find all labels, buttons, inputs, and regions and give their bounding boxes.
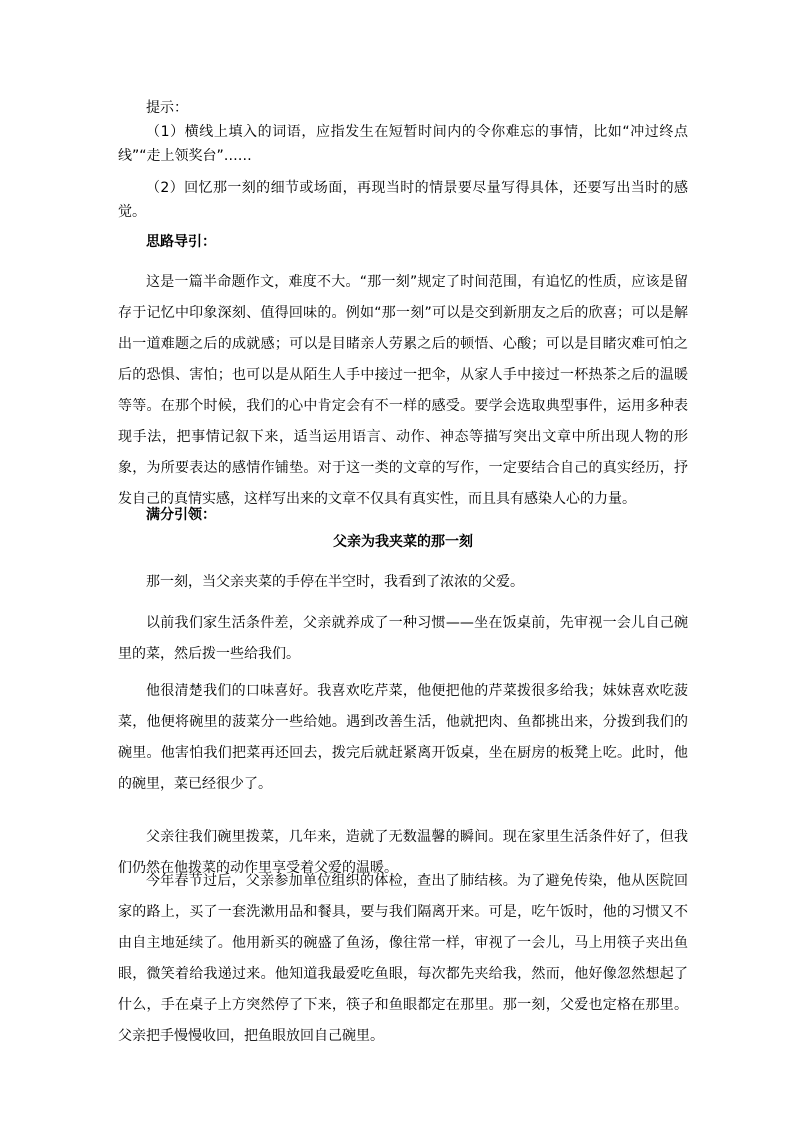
essay-title: 父亲为我夹菜的那一刻 [333,534,473,550]
essay-paragraph: 那一刻，当父亲夹菜的手停在半空时，我看到了浓浓的父爱。 [146,574,524,590]
essay-paragraph: 他很清楚我们的口味喜好。我喜欢吃芹菜，他便把他的芹菜拨很多给我；妹妹喜欢吃菠菜，他便将碗里的菠菜分一些给她。遇到改善生活，他就把肉、鱼都挑出来，分拨到我们的碗里。他害怕我们把菜再还回去，拨完后就赶紧离开饭桌，坐在厨房的板凳上吃。此时，他的碗里，菜已经很少了。 [118,683,688,792]
essay-paragraph: 父亲往我们碗里拨菜，几年来，造就了无数温馨的瞬间。现在家里生活条件好了，但我们仍然在他拨菜的动作里享受着父爱的温暖。 [118,829,688,876]
essay-paragraph: 今年春节过后，父亲参加单位组织的体检，查出了肺结核。为了避免传染，他从医院回家的路上，买了一套洗漱用品和餐具，要与我们隔离开来。可是，吃午饭时，他的习惯又不由自主地延续了。他用新买的碗盛了鱼汤，像往常一样，审视了一会儿，马上用筷子夹出鱼眼，微笑着给我递过来。他知道我最爱吃鱼眼，每次都先夹给我，然而，他好像忽然想起了什么，手在桌子上方突然停了下来，筷子和鱼眼都定在那里。那一刻，父爱也定格在那里。父亲把手慢慢收回，把鱼眼放回自己碗里。 [118,873,688,1044]
hint-item-2: （2）回忆那一刻的细节或场面，再现当时的情景要尽量写得具体，还要写出当时的感觉。 [118,180,688,220]
hint-label: 提示： [146,100,188,116]
guide-text: 这是一篇半命题作文，难度不大。“那一刻”规定了时间范围，有追忆的性质，应该是留存于记忆中印象深刻、值得回味的。例如“那一刻”可以是交到新朋友之后的欣喜；可以是解出一道难题之后的成就感；可以是目睹亲人劳累之后的顿悟、心酸；可以是目睹灾难可怕之后的恐惧、害怕；也可以是从陌生人手中接过一把伞，从家人手中接过一杯热茶之后的温暖等等。在那个时候，我们的心中肯定会有不一样的感受。要学会选取典型事件，运用多种表现手法，把事情记叙下来，适当运用语言、动作、神态等描写突出文章中所出现人物的形象，为所要表达的感情作铺垫。对于这一类的文章的写作，一定要结合自己的真实经历，抒发自己的真情实感，这样写出来的文章不仅具有真实性，而且具有感染人心的力量。 [118,274,688,507]
guide-label: 思路导引： [146,234,216,250]
essay-paragraph: 以前我们家生活条件差，父亲就养成了一种习惯——坐在饭桌前，先审视一会儿自己碗里的菜，然后拨一些给我们。 [118,615,688,662]
hint-item-1: （1）横线上填入的词语，应指发生在短暂时间内的令你难忘的事情，比如“冲过终点线”“走上领奖台”…… [118,124,688,164]
sample-label: 满分引领： [146,507,216,523]
